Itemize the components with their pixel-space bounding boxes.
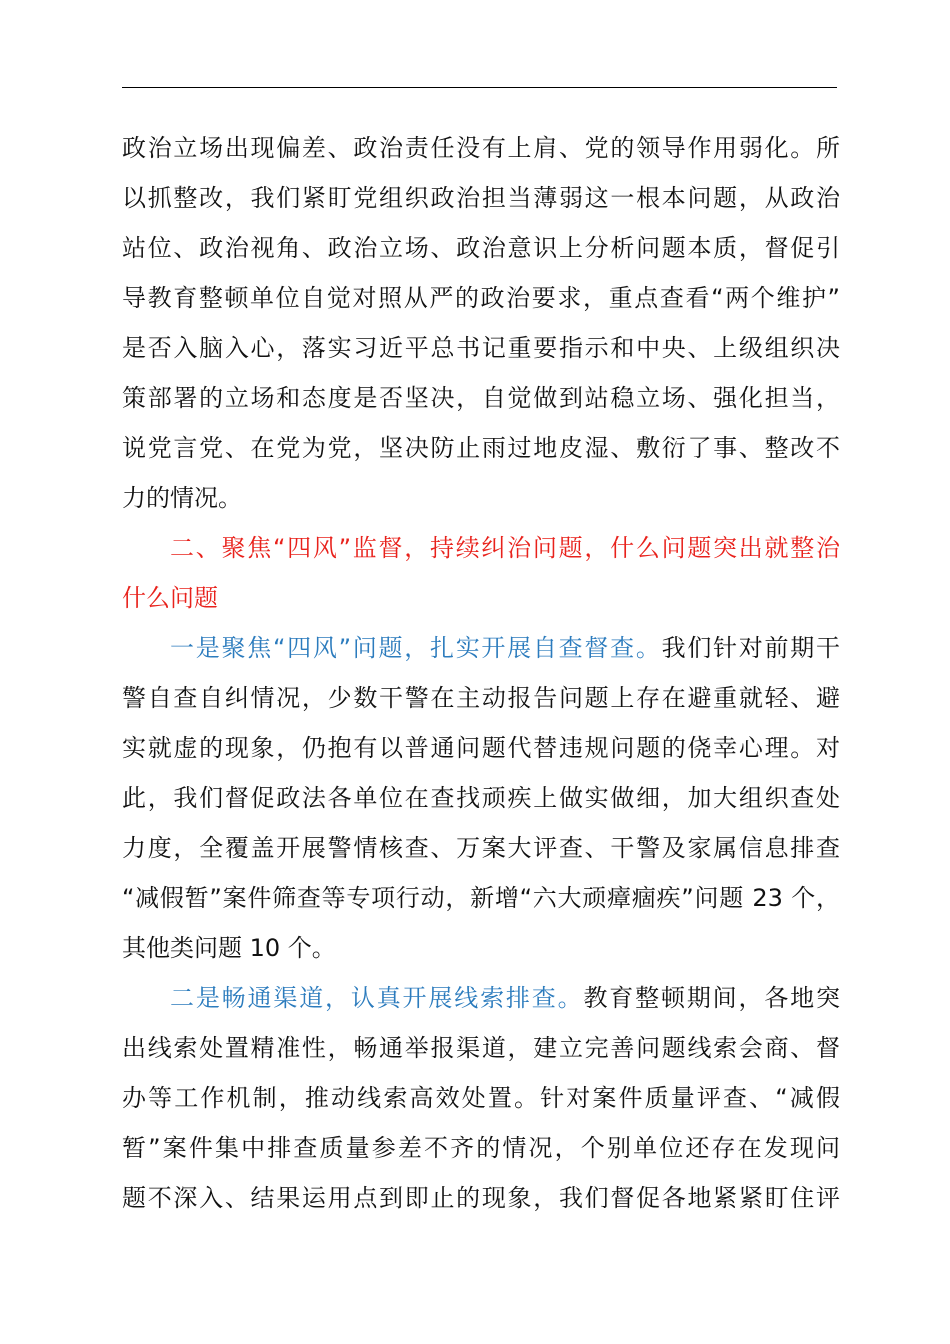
paragraph-line: 以抓整改，我们紧盯党组织政治担当薄弱这一根本问题，从政治 <box>122 184 840 212</box>
paragraph-line: “减假暂”案件筛查等专项行动，新增“六大顽瘴痼疾”问题 23 个， <box>122 884 840 912</box>
header-rule <box>122 87 837 88</box>
subsection-title: 二是畅通渠道，认真开展线索排查。 <box>170 984 584 1012</box>
paragraph-line: 导教育整顿单位自觉对照从严的政治要求，重点查看“两个维护” <box>122 284 840 312</box>
paragraph-line: 出线索处置精准性，畅通举报渠道，建立完善问题线索会商、督 <box>122 1034 840 1062</box>
paragraph-line: 政治立场出现偏差、政治责任没有上肩、党的领导作用弱化。所 <box>122 134 840 162</box>
subsection-title: 一是聚焦“四风”问题，扎实开展自查督查。 <box>170 634 662 662</box>
subsection-first-line <box>122 623 840 673</box>
paragraph-text: 我们针对前期干 <box>661 634 840 662</box>
paragraph-line: 此，我们督促政法各单位在查找顽疾上做实做细，加大组织查处 <box>122 784 840 812</box>
paragraph-line: 暂”案件集中排查质量参差不齐的情况，个别单位还存在发现问 <box>122 1134 840 1162</box>
paragraph-line: 力的情况。 <box>122 484 242 512</box>
paragraph-text: 教育整顿期间，各地突 <box>583 984 841 1012</box>
paragraph-line: 实就虚的现象，仍抱有以普通问题代替违规问题的侥幸心理。对 <box>122 734 840 762</box>
document-body <box>122 123 840 1223</box>
paragraph-line: 说党言党、在党为党，坚决防止雨过地皮湿、敷衍了事、整改不 <box>122 434 840 462</box>
section-heading: 什么问题 <box>122 584 218 612</box>
section-heading: 二、聚焦“四风”监督，持续纠治问题，什么问题突出就整治 <box>170 534 840 562</box>
subsection-first-line <box>122 973 840 1023</box>
paragraph-line: 其他类问题 10 个。 <box>122 934 336 962</box>
paragraph-line: 题不深入、结果运用点到即止的现象，我们督促各地紧紧盯住评 <box>122 1184 840 1212</box>
paragraph-line: 站位、政治视角、政治立场、政治意识上分析问题本质，督促引 <box>122 234 840 262</box>
paragraph-line: 策部署的立场和态度是否坚决，自觉做到站稳立场、强化担当， <box>122 384 840 412</box>
paragraph-line: 办等工作机制，推动线索高效处置。针对案件质量评查、“减假 <box>122 1084 840 1112</box>
paragraph-line: 警自查自纠情况，少数干警在主动报告问题上存在避重就轻、避 <box>122 684 840 712</box>
paragraph-line: 力度，全覆盖开展警情核查、万案大评查、干警及家属信息排查 <box>122 834 840 862</box>
paragraph-line: 是否入脑入心，落实习近平总书记重要指示和中央、上级组织决 <box>122 334 840 362</box>
